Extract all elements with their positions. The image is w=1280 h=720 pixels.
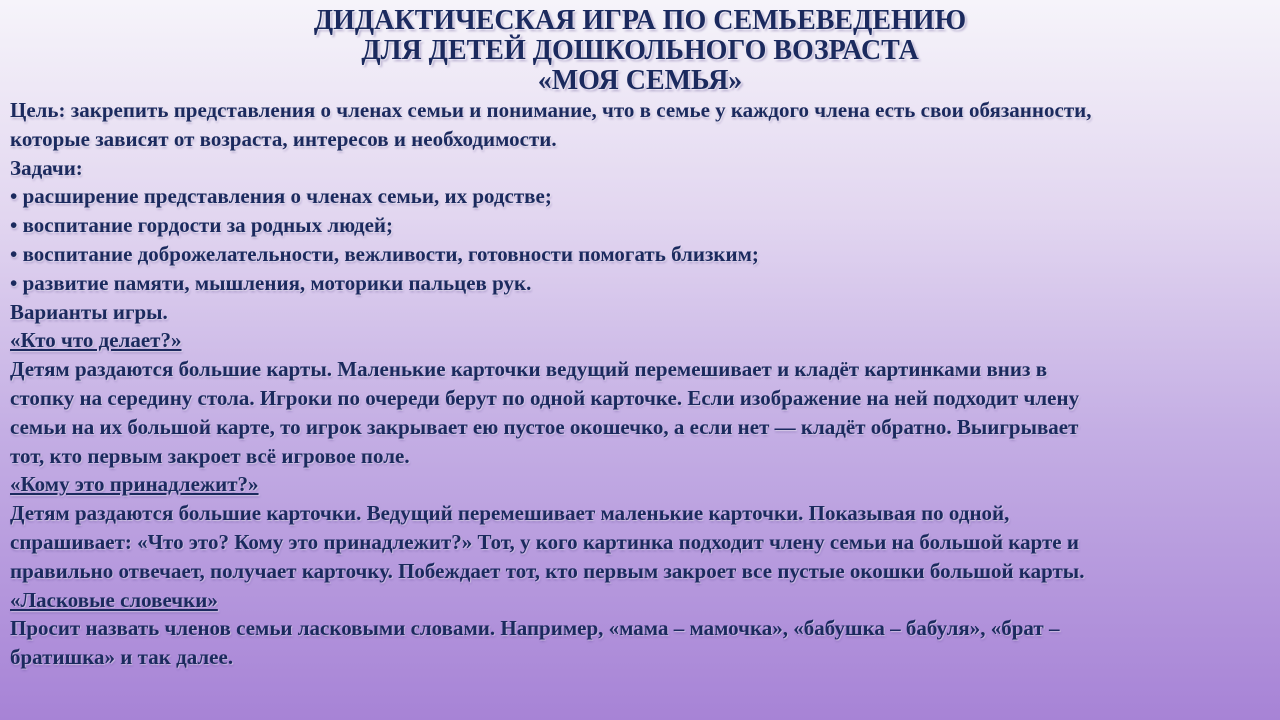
slide-title bbox=[10, 6, 1270, 96]
game-3-title: «Ласковые словечки» bbox=[10, 587, 218, 612]
task-item-1: • расширение представления о членах семьи, их родстве; bbox=[10, 182, 1270, 211]
game-3-title-line bbox=[10, 586, 1270, 615]
title-line-3: «МОЯ СЕМЬЯ» bbox=[537, 65, 743, 96]
game-3-line-2: братишка» и так далее. bbox=[10, 645, 234, 670]
game-1-line-3: семьи на их большой карте, то игрок закрывает ею пустое окошечко, а если нет — кладёт обратно. Выигрывает bbox=[10, 414, 1079, 439]
game-2-line-1: Детям раздаются большие карточки. Ведущий перемешивает маленькие карточки. Показывая по одной, bbox=[10, 501, 1010, 526]
task-item-3: • воспитание доброжелательности, вежливости, готовности помогать близким; bbox=[10, 240, 1270, 269]
game-1-title-line bbox=[10, 326, 1270, 355]
game-2-line-2: спрашивает: «Что это? Кому это принадлежит?» Тот, у кого картинка подходит члену семьи на большой карте и bbox=[10, 529, 1079, 554]
game-1-title: «Кто что делает?» bbox=[10, 328, 182, 353]
title-line-2: ДЛЯ ДЕТЕЙ ДОШКОЛЬНОГО ВОЗРАСТА bbox=[361, 35, 919, 66]
game-1-line-1: Детям раздаются большие карты. Маленькие карточки ведущий перемешивает и кладёт картинками вниз в bbox=[10, 357, 1048, 382]
game-2-title-line bbox=[10, 470, 1270, 499]
game-1-line-4: тот, кто первым закроет всё игровое поле. bbox=[10, 443, 410, 468]
title-line-1: ДИДАКТИЧЕСКАЯ ИГРА ПО СЕМЬЕВЕДЕНИЮ bbox=[313, 5, 967, 36]
task-item-2: • воспитание гордости за родных людей; bbox=[10, 211, 1270, 240]
variants-heading: Варианты игры. bbox=[10, 299, 168, 324]
task-item-4: • развитие памяти, мышления, моторики пальцев рук. bbox=[10, 269, 1270, 298]
goal-line-2: которые зависят от возраста, интересов и необходимости. bbox=[10, 126, 557, 151]
game-1-line-2: стопку на середину стола. Игроки по очереди берут по одной карточке. Если изображение на ней подходит члену bbox=[10, 385, 1080, 410]
game-3-line-1: Просит назвать членов семьи ласковыми словами. Например, «мама – мамочка», «бабушка – бабуля», «брат – bbox=[10, 616, 1060, 641]
slide-body bbox=[10, 96, 1270, 672]
tasks-heading: Задачи: bbox=[10, 155, 83, 180]
game-2-title: «Кому это принадлежит?» bbox=[10, 472, 259, 497]
game-2-line-3: правильно отвечает, получает карточку. Побеждает тот, кто первым закроет все пустые окошки большой карты. bbox=[10, 558, 1085, 583]
goal-line-1: Цель: закрепить представления о членах семьи и понимание, что в семье у каждого члена есть свои обязанности, bbox=[10, 98, 1092, 122]
